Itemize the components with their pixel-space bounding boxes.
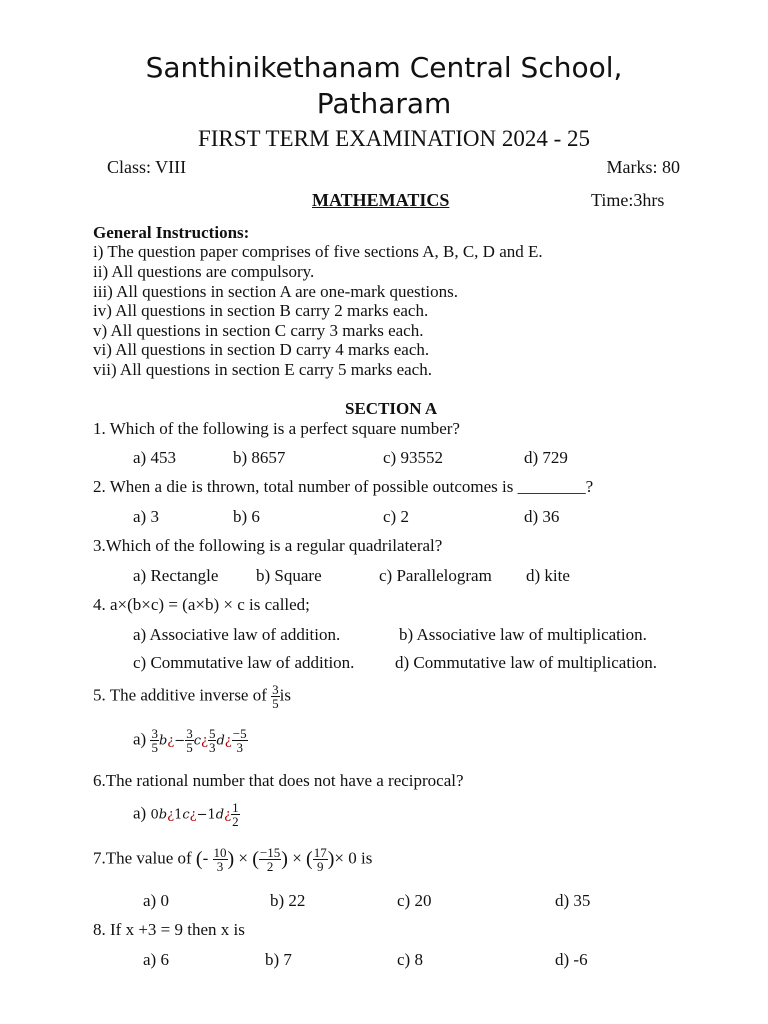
q7-option-d: d) 35 bbox=[555, 891, 591, 910]
q2-option-b: b) 6 bbox=[233, 507, 260, 526]
question-4: 4. a×(b×c) = (a×b) × c is called; bbox=[93, 595, 310, 614]
instruction-item: v) All questions in section C carry 3 marks each. bbox=[93, 321, 424, 340]
q3-option-b: b) Square bbox=[256, 566, 322, 585]
fraction: $\frac{-5}{3}$ bbox=[232, 726, 247, 755]
q3-option-d: d) kite bbox=[526, 566, 570, 585]
q5-option-row: a) $\frac{3}{5}$ b¿− $\frac{3}{5}$ c¿ $\frac{5}{3}$ d¿ $\frac{-5}{3}$ bbox=[133, 726, 247, 755]
instruction-item: i) The question paper comprises of five sections A, B, C, D and E. bbox=[93, 242, 543, 261]
question-1: 1. Which of the following is a perfect square number? bbox=[93, 419, 460, 438]
instruction-item: vi) All questions in section D carry 4 marks each. bbox=[93, 340, 430, 359]
q6-option-row: a) 0b¿1c¿−1d¿ $\frac{1}{2}$ bbox=[133, 800, 239, 829]
instruction-item: vii) All questions in section E carry 5 marks each. bbox=[93, 360, 432, 379]
instruction-item: iii) All questions in section A are one-mark questions. bbox=[93, 282, 458, 301]
q7-option-b: b) 22 bbox=[270, 891, 306, 910]
q4-option-b: b) Associative law of multiplication. bbox=[399, 625, 647, 644]
fraction: $\frac{1}{2}$ bbox=[232, 800, 239, 829]
fraction: $\frac{3}{5}$ bbox=[151, 726, 158, 755]
fraction: $\frac{-15}{2}$ bbox=[259, 845, 281, 874]
question-2: 2. When a die is thrown, total number of possible outcomes is ________? bbox=[93, 477, 594, 496]
fraction: $\frac{5}{3}$ bbox=[208, 726, 216, 755]
q1-option-b: b) 8657 bbox=[233, 448, 286, 467]
q1-option-a: a) 453 bbox=[133, 448, 176, 467]
question-5: 5. The additive inverse of $\frac{3}{5}$ is bbox=[93, 682, 291, 711]
question-3: 3.Which of the following is a regular quadrilateral? bbox=[93, 536, 443, 555]
class-label: Class: VIII bbox=[107, 157, 187, 177]
q2-option-c: c) 2 bbox=[383, 507, 409, 526]
q7-option-c: c) 20 bbox=[397, 891, 432, 910]
fraction: $\frac{17}{9}$ bbox=[313, 845, 327, 874]
school-name-line1: Santhinikethanam Central School, bbox=[145, 51, 623, 84]
q1-option-d: d) 729 bbox=[524, 448, 568, 467]
instructions-title: General Instructions: bbox=[93, 223, 250, 242]
subject-title: MATHEMATICS bbox=[312, 190, 450, 210]
q4-option-c: c) Commutative law of addition. bbox=[133, 653, 355, 672]
question-8: 8. If x +3 = 9 then x is bbox=[93, 920, 245, 939]
q2-option-a: a) 3 bbox=[133, 507, 159, 526]
q8-option-d: d) -6 bbox=[555, 950, 588, 969]
instruction-item: ii) All questions are compulsory. bbox=[93, 262, 315, 281]
time-label: Time:3hrs bbox=[591, 190, 665, 210]
instruction-item: iv) All questions in section B carry 2 marks each. bbox=[93, 301, 429, 320]
question-7: 7.The value of (- $\frac{10}{3}$ ) × ( $\frac{-15}{2}$ ) × ( $\frac{17}{9}$ )× 0 is bbox=[93, 845, 373, 874]
q7-option-a: a) 0 bbox=[143, 891, 169, 910]
q8-option-c: c) 8 bbox=[397, 950, 423, 969]
q2-option-d: d) 36 bbox=[524, 507, 560, 526]
q4-option-a: a) Associative law of addition. bbox=[133, 625, 341, 644]
fraction: $\frac{3}{5}$ bbox=[186, 726, 193, 755]
q1-option-c: c) 93552 bbox=[383, 448, 443, 467]
q3-option-a: a) Rectangle bbox=[133, 566, 219, 585]
fraction: $\frac{10}{3}$ bbox=[213, 845, 227, 874]
exam-title: FIRST TERM EXAMINATION 2024 - 25 bbox=[197, 126, 591, 151]
section-title: SECTION A bbox=[345, 399, 438, 418]
q4-option-d: d) Commutative law of multiplication. bbox=[395, 653, 658, 672]
q8-option-b: b) 7 bbox=[265, 950, 292, 969]
marks-label: Marks: 80 bbox=[606, 157, 680, 177]
question-6: 6.The rational number that does not have a reciprocal? bbox=[93, 771, 464, 790]
school-name-line2: Patharam bbox=[316, 87, 452, 120]
q8-option-a: a) 6 bbox=[143, 950, 169, 969]
fraction: $\frac{3}{5}$ bbox=[272, 682, 279, 711]
q3-option-c: c) Parallelogram bbox=[379, 566, 492, 585]
